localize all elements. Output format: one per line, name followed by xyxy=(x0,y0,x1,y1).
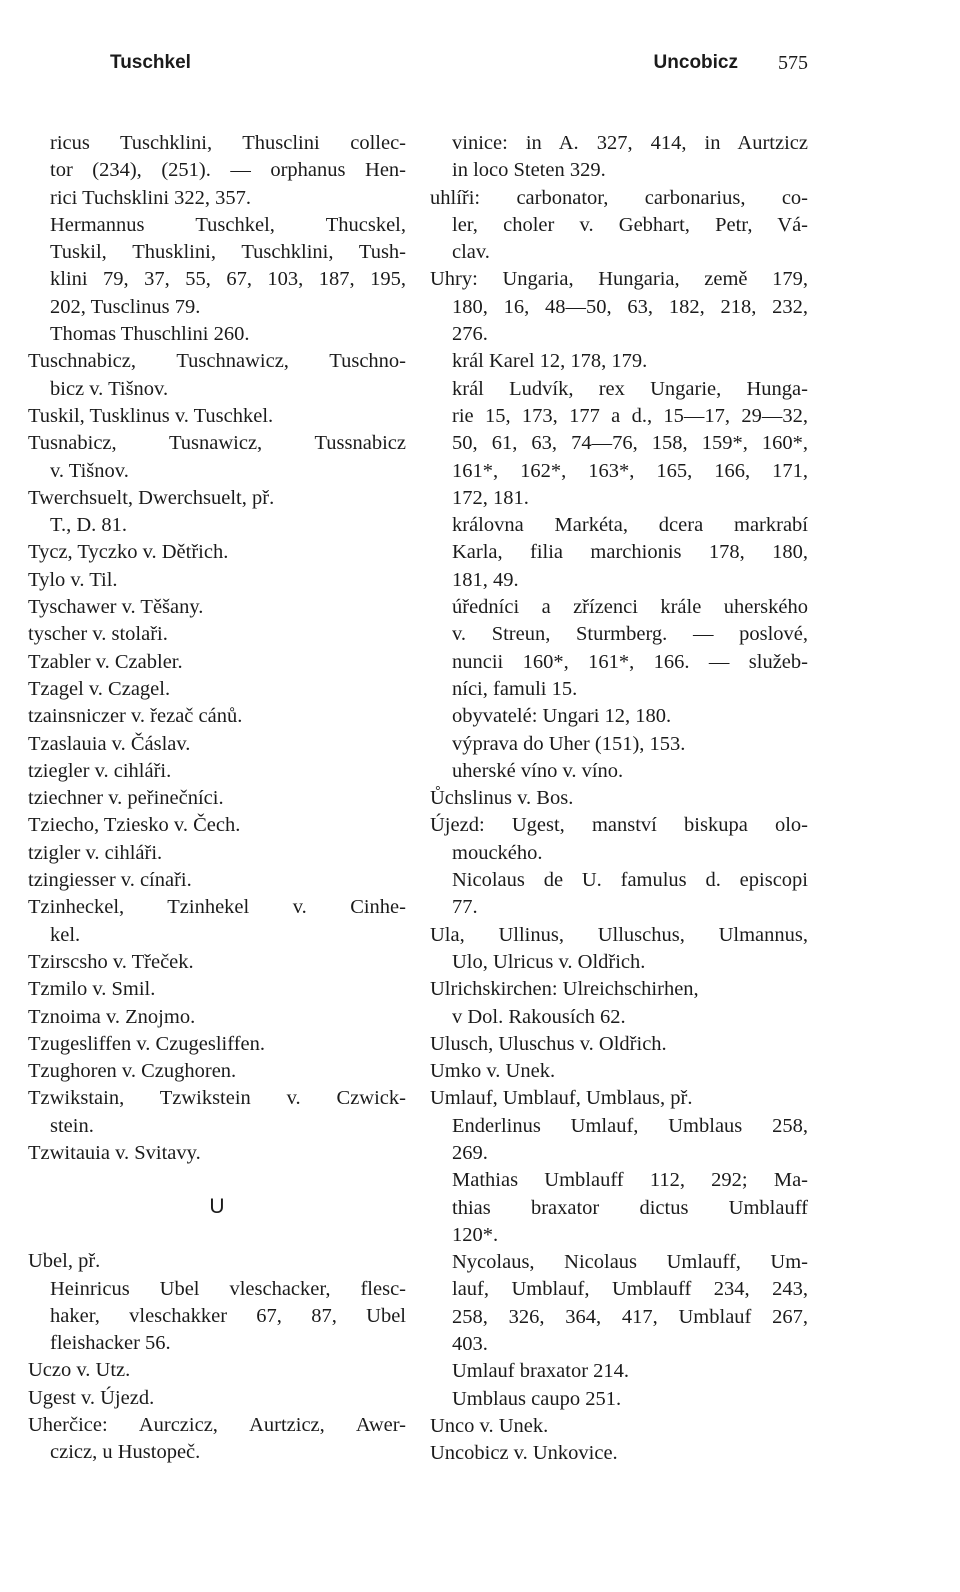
index-line: Tycz, Tyczko v. Dětřich. xyxy=(28,541,229,564)
index-line: Tzinheckel, Tzinhekel v. Cinhe- xyxy=(28,896,406,919)
index-line: kel. xyxy=(50,923,81,946)
index-line: Tzwikstain, Tzwikstein v. Czwick- xyxy=(28,1087,406,1110)
index-line: Ulo, Ulricus v. Oldřich. xyxy=(452,950,646,973)
index-line: thias braxator dictus Umblauff xyxy=(452,1196,808,1219)
index-line: Tuskil, Tusklinus v. Tuschkel. xyxy=(28,404,274,427)
index-line: 172, 181. xyxy=(452,486,529,509)
index-line: Heinricus Ubel vleschacker, flesc- xyxy=(50,1277,406,1300)
index-line: Uncobicz v. Unkovice. xyxy=(430,1442,618,1465)
index-line: Tzaslauia v. Čáslav. xyxy=(28,732,191,755)
index-line: Mathias Umblauff 112, 292; Ma- xyxy=(452,1169,808,1192)
index-line: Karla, filia marchionis 178, 180, xyxy=(452,541,808,564)
index-line: rie 15, 173, 177 a d., 15—17, 29—32, xyxy=(452,404,808,427)
index-line: Thomas Thuschlini 260. xyxy=(50,323,250,346)
index-line: Ulusch, Uluschus v. Oldřich. xyxy=(430,1032,667,1055)
running-header xyxy=(110,48,808,78)
index-line: rici Tuchsklini 322, 357. xyxy=(50,186,252,209)
index-line: 181, 49. xyxy=(452,568,519,591)
index-line: 258, 326, 364, 417, Umblauf 267, xyxy=(452,1305,808,1328)
index-line: uherské víno v. víno. xyxy=(452,759,624,782)
index-line: stein. xyxy=(50,1114,94,1137)
index-line: 120*. xyxy=(452,1223,499,1246)
header-left-term: Tuschkel xyxy=(110,52,191,73)
left-column xyxy=(28,130,406,1467)
index-line: obyvatelé: Ungari 12, 180. xyxy=(452,705,672,728)
index-line: Twerchsuelt, Dwerchsuelt, př. xyxy=(28,486,275,509)
index-line: nuncii 160*, 161*, 166. — služeb- xyxy=(452,650,808,673)
index-line: tziechner v. peřinečníci. xyxy=(28,787,224,810)
index-line: Umko v. Unek. xyxy=(430,1060,556,1083)
index-line: tzingiesser v. cínaři. xyxy=(28,869,192,892)
index-line: fleishacker 56. xyxy=(50,1332,171,1355)
index-line: Uhry: Ungaria, Hungaria, země 179, xyxy=(430,268,808,291)
index-line: lauf, Umblauf, Umblauff 234, 243, xyxy=(452,1278,808,1301)
index-line: Tzagel v. Czagel. xyxy=(28,677,171,700)
index-line: Tuschnabicz, Tuschnawicz, Tuschno- xyxy=(28,350,406,373)
index-line: Nicolaus de U. famulus d. episcopi xyxy=(452,869,808,892)
index-line: clav. xyxy=(452,241,490,264)
index-line: Nycolaus, Nicolaus Umlauff, Um- xyxy=(452,1251,808,1274)
index-line: Ulrichskirchen: Ulreichschirhen, xyxy=(430,978,699,1001)
section-letter: U xyxy=(209,1195,225,1219)
index-line: Tznoima v. Znojmo. xyxy=(28,1005,196,1028)
index-line: tyscher v. stolaři. xyxy=(28,623,168,646)
index-line: mouckého. xyxy=(452,841,543,864)
index-line: ricus Tuschklini, Thusclini collec- xyxy=(50,132,406,154)
index-line: Ubel, př. xyxy=(28,1250,101,1273)
index-line: 276. xyxy=(452,323,488,346)
index-line: bicz v. Tišnov. xyxy=(50,377,169,400)
index-line: haker, vleschakker 67, 87, Ubel xyxy=(50,1304,406,1327)
index-line: klini 79, 37, 55, 67, 103, 187, 195, xyxy=(50,268,406,291)
index-line: Umlauf braxator 214. xyxy=(452,1360,630,1383)
index-line: král Ludvík, rex Ungarie, Hunga- xyxy=(452,377,808,400)
index-line: Ula, Ullinus, Ulluschus, Ulmannus, xyxy=(430,923,808,946)
index-line: Tzirscsho v. Třeček. xyxy=(28,950,194,973)
index-line: královna Markéta, dcera markrabí xyxy=(452,514,808,537)
right-column xyxy=(430,130,808,1468)
index-line: ler, choler v. Gebhart, Petr, Vá- xyxy=(452,213,808,236)
index-line: tzigler v. cihláři. xyxy=(28,841,163,864)
index-line: Uherčice: Aurczicz, Aurtzicz, Awer- xyxy=(28,1414,406,1437)
index-line: úředníci a zřízenci krále uherského xyxy=(452,596,808,619)
index-line: Tzwitauia v. Svitavy. xyxy=(28,1141,201,1164)
index-line: Hermannus Tuschkel, Thucskel, xyxy=(50,213,406,236)
index-line: Tziecho, Tziesko v. Čech. xyxy=(28,814,241,837)
index-line: Tylo v. Til. xyxy=(28,568,118,591)
index-line: Tuskil, Thusklini, Tuschklini, Tush- xyxy=(50,241,406,264)
index-line: v. Tišnov. xyxy=(50,459,129,482)
index-line: Ugest v. Újezd. xyxy=(28,1386,155,1409)
index-line: Tzughoren v. Czughoren. xyxy=(28,1060,237,1083)
index-line: Enderlinus Umlauf, Umblaus 258, xyxy=(452,1114,808,1137)
index-line: Ůchslinus v. Bos. xyxy=(430,787,574,810)
index-line: Tusnabicz, Tusnawicz, Tussnabicz xyxy=(28,432,406,455)
index-line: 77. xyxy=(452,896,478,919)
index-line: 269. xyxy=(452,1141,488,1164)
index-line: uhlíři: carbonator, carbonarius, co- xyxy=(430,186,808,209)
index-line: 403. xyxy=(452,1333,488,1356)
page-number: 575 xyxy=(778,52,808,74)
index-line: Újezd: Ugest, manství biskupa olo- xyxy=(430,814,808,837)
index-line: Uczo v. Utz. xyxy=(28,1359,131,1382)
index-line: tzainsniczer v. řezač cánů. xyxy=(28,705,243,728)
index-line: v. Streun, Sturmberg. — poslové, xyxy=(452,623,808,646)
index-line: in loco Steten 329. xyxy=(452,159,606,182)
header-right-term: Uncobicz xyxy=(653,52,738,73)
index-line: Unco v. Unek. xyxy=(430,1414,549,1437)
index-line: v Dol. Rakousích 62. xyxy=(452,1005,626,1028)
index-line: výprava do Uher (151), 153. xyxy=(452,732,686,755)
index-line: tziegler v. cihláři. xyxy=(28,759,172,782)
index-line: Umlauf, Umblauf, Umblaus, př. xyxy=(430,1087,693,1110)
index-line: Tzabler v. Czabler. xyxy=(28,650,183,673)
index-line: czicz, u Hustopeč. xyxy=(50,1441,201,1464)
index-line: Umblaus caupo 251. xyxy=(452,1387,622,1410)
index-line: níci, famuli 15. xyxy=(452,677,578,700)
index-line: 180, 16, 48—50, 63, 182, 218, 232, xyxy=(452,295,808,318)
index-line: vinice: in A. 327, 414, in Aurtzicz xyxy=(452,132,808,154)
index-line: tor (234), (251). — orphanus Hen- xyxy=(50,159,406,182)
index-line: Tyschawer v. Těšany. xyxy=(28,596,204,619)
index-line: T., D. 81. xyxy=(50,514,128,537)
index-line: 202, Tusclinus 79. xyxy=(50,295,201,318)
index-line: Tzugesliffen v. Czugesliffen. xyxy=(28,1032,266,1055)
index-line: 161*, 162*, 163*, 165, 166, 171, xyxy=(452,459,808,482)
index-line: král Karel 12, 178, 179. xyxy=(452,350,648,373)
index-line: 50, 61, 63, 74—76, 158, 159*, 160*, xyxy=(452,432,808,455)
index-line: Tzmilo v. Smil. xyxy=(28,978,156,1001)
